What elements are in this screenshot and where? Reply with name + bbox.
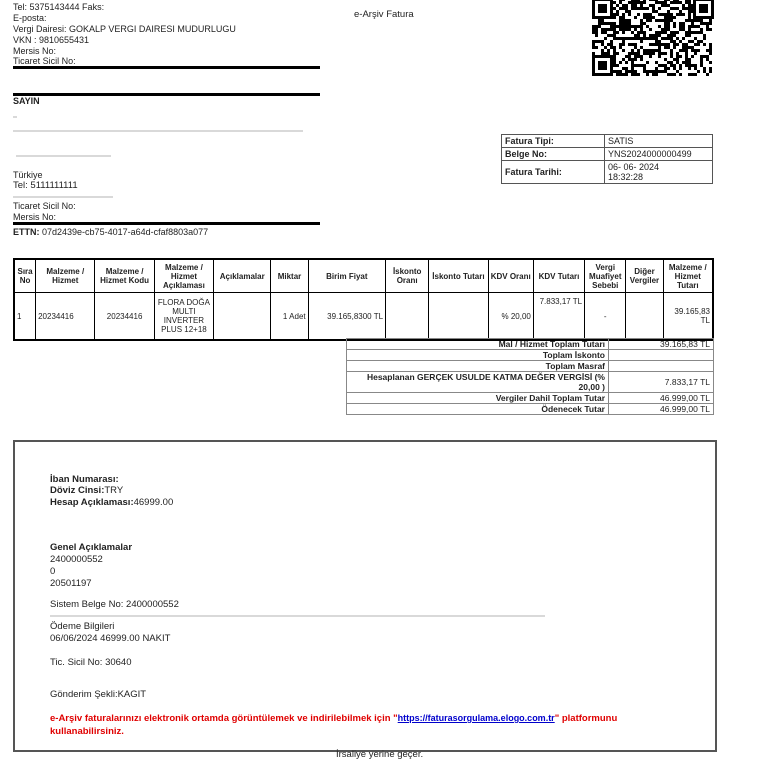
cell xyxy=(429,293,488,341)
redacted-text xyxy=(13,130,303,132)
col-header: Diğer Vergiler xyxy=(626,259,663,293)
footer-note: İrsaliye yerine geçer. xyxy=(336,749,424,760)
buyer-heading: SAYIN xyxy=(13,96,40,106)
seller-vkn: VKN : 9810655431 xyxy=(13,35,90,45)
cell: 1 Adet xyxy=(271,293,308,341)
col-header: KDV Tutarı xyxy=(533,259,584,293)
ettn xyxy=(13,227,208,238)
table-row xyxy=(14,293,713,341)
cell: 20234416 xyxy=(95,293,154,341)
ettn-label: ETTN: xyxy=(13,227,40,237)
earsiv-text: " platformunu xyxy=(554,713,618,724)
redacted-text xyxy=(13,196,113,198)
cell: FLORA DOĞA MULTI INVERTER PLUS 12+18 xyxy=(154,293,213,341)
info-key: Fatura Tipi: xyxy=(502,135,605,148)
col-header: Sıra No xyxy=(14,259,36,293)
info-value: YNS2024000000499 xyxy=(605,148,713,161)
totals-row xyxy=(347,393,714,404)
earsiv-text: e-Arşiv faturalarınızı elektronik ortamda görüntülemek ve indirilebilmek için " xyxy=(50,713,398,724)
items-header-row xyxy=(14,259,713,293)
iban-label: İban Numarası: xyxy=(50,474,119,485)
col-header: Vergi Muafiyet Sebebi xyxy=(585,259,626,293)
info-row-date xyxy=(502,161,713,184)
totals-key: Hesaplanan GERÇEK USULDE KATMA DEĞER VERGİSİ (% 20,00 ) xyxy=(347,372,609,393)
cell: 20234416 xyxy=(36,293,95,341)
seller-tax-office: Vergi Dairesi: GOKALP VERGI DAIRESI MUDURLUGU xyxy=(13,24,236,34)
note-line: 20501197 xyxy=(50,578,92,589)
totals-key: Mal / Hizmet Toplam Tutarı xyxy=(347,339,609,350)
totals-key: Ödenecek Tutar xyxy=(347,404,609,415)
currency-line xyxy=(50,485,123,496)
notes-title: Genel Açıklamalar xyxy=(50,542,133,553)
cell: 39.165,83 TL xyxy=(663,293,713,341)
system-doc-no: Sistem Belge No: 2400000552 xyxy=(50,599,179,610)
redacted-text xyxy=(16,155,111,157)
info-row-type xyxy=(502,135,713,148)
col-header: Miktar xyxy=(271,259,308,293)
items-table xyxy=(13,258,714,341)
col-header: İskonto Oranı xyxy=(386,259,429,293)
seller-email: E-posta: xyxy=(13,13,47,23)
totals-value xyxy=(609,361,714,372)
col-header: KDV Oranı xyxy=(488,259,533,293)
totals-row xyxy=(347,372,714,393)
info-key: Belge No: xyxy=(502,148,605,161)
doc-type-label: e-Arşiv Fatura xyxy=(354,9,414,20)
ettn-value: 07d2439e-cb75-4017-a64d-cfaf8803a077 xyxy=(42,227,209,237)
cell: 1 xyxy=(14,293,36,341)
account-label: Hesap Açıklaması: xyxy=(50,497,134,508)
seller-trade-registry: Ticaret Sicil No: xyxy=(13,56,76,66)
totals-row xyxy=(347,404,714,415)
info-row-number xyxy=(502,148,713,161)
info-value xyxy=(605,161,713,184)
totals-row xyxy=(347,339,714,350)
col-header: Malzeme / Hizmet Açıklaması xyxy=(154,259,213,293)
col-header: Malzeme / Hizmet Kodu xyxy=(95,259,154,293)
totals-value: 46.999,00 TL xyxy=(609,404,714,415)
cell xyxy=(386,293,429,341)
delivery-method: Gönderim Şekli:KAGIT xyxy=(50,689,147,700)
totals-key: Toplam İskonto xyxy=(347,350,609,361)
info-date: 06- 06- 2024 xyxy=(608,162,660,172)
divider xyxy=(13,93,320,96)
buyer-country: Türkiye xyxy=(13,170,43,180)
totals-key: Toplam Masraf xyxy=(347,361,609,372)
currency-label: Döviz Cinsi: xyxy=(50,485,105,496)
totals-row xyxy=(347,361,714,372)
payment-title: Ödeme Bilgileri xyxy=(50,621,115,632)
totals-value: 46.999,00 TL xyxy=(609,393,714,404)
col-header: Açıklamalar xyxy=(214,259,271,293)
cell: % 20,00 xyxy=(488,293,533,341)
totals-value: 7.833,17 TL xyxy=(609,372,714,393)
buyer-tel: Tel: 5111111111 xyxy=(13,180,78,191)
seller-mersis: Mersis No: xyxy=(13,46,57,56)
cell xyxy=(214,293,271,341)
invoice-info-table xyxy=(501,134,713,184)
totals-value: 39.165,83 TL xyxy=(609,339,714,350)
payment-line: 06/06/2024 46999.00 NAKIT xyxy=(50,633,171,644)
account-value: 46999.00 xyxy=(133,497,174,508)
account-line xyxy=(50,497,173,508)
info-time: 18:32:28 xyxy=(608,172,644,182)
totals-key: Vergiler Dahil Toplam Tutar xyxy=(347,393,609,404)
notes-panel xyxy=(13,440,717,752)
buyer-mersis: Mersis No: xyxy=(13,212,57,222)
earsiv-link[interactable]: https://faturasorgulama.elogo.com.tr xyxy=(397,713,555,723)
info-value: SATIS xyxy=(605,135,713,148)
info-key: Fatura Tarihi: xyxy=(502,161,605,184)
cell: - xyxy=(585,293,626,341)
redacted-text xyxy=(50,615,545,617)
earsiv-text: kullanabilirsiniz. xyxy=(50,726,124,737)
qr-code xyxy=(592,0,714,76)
redacted-text xyxy=(13,116,17,118)
currency-value: TRY xyxy=(104,485,124,496)
totals-row xyxy=(347,350,714,361)
col-header: Birim Fiyat xyxy=(308,259,385,293)
buyer-trade-registry: Ticaret Sicil No: xyxy=(13,201,76,211)
divider xyxy=(13,66,320,69)
note-line: 0 xyxy=(50,566,56,577)
seller-tel: Tel: 5375143444 Faks: xyxy=(13,2,105,12)
cell xyxy=(626,293,663,341)
divider xyxy=(13,222,320,225)
totals-value xyxy=(609,350,714,361)
note-line: 2400000552 xyxy=(50,554,103,565)
cell: 7.833,17 TL xyxy=(533,293,584,341)
cell: 39.165,8300 TL xyxy=(308,293,385,341)
col-header: Malzeme / Hizmet Tutarı xyxy=(663,259,713,293)
totals-table xyxy=(346,338,714,415)
earsiv-note xyxy=(50,712,700,738)
trade-registry-no: Tic. Sicil No: 30640 xyxy=(50,657,132,668)
col-header: Malzeme / Hizmet xyxy=(36,259,95,293)
col-header: İskonto Tutarı xyxy=(429,259,488,293)
